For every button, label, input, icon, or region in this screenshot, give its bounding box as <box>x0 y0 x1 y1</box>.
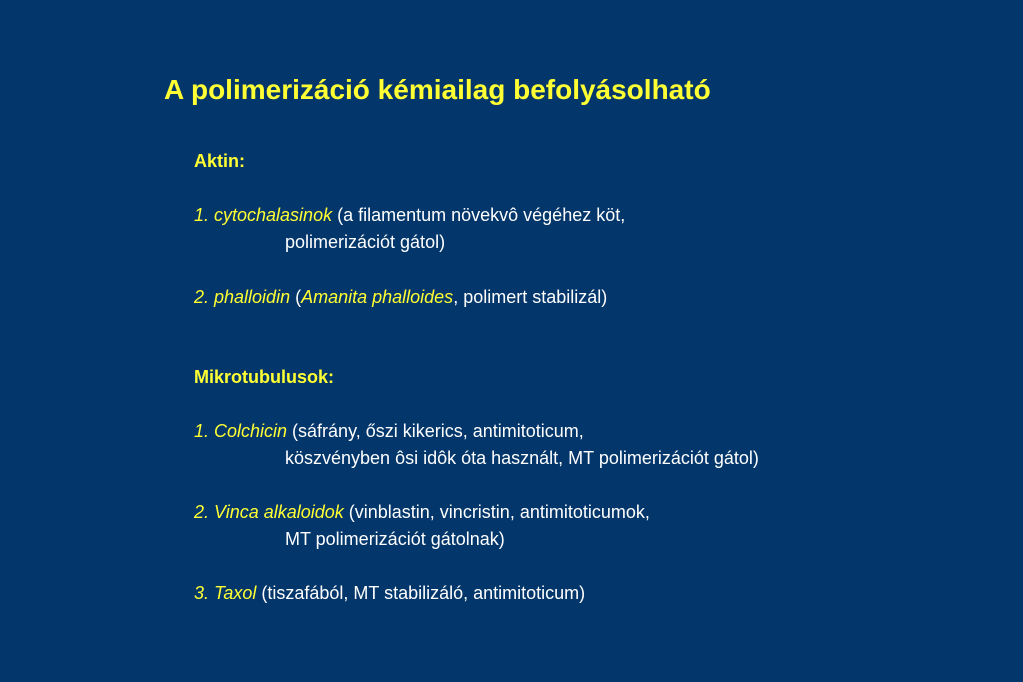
aktin-item-1 <box>194 204 625 226</box>
aktin-item-2-species: Amanita phalloides <box>301 287 454 307</box>
aktin-item-1-name: 1. cytochalasinok <box>194 205 333 225</box>
aktin-item-1-desc-continued: polimerizációt gátol) <box>285 232 446 252</box>
slide-title: A polimerizáció kémiailag befolyásolható <box>164 74 711 105</box>
mikrotubulusok-heading: Mikrotubulusok: <box>194 367 334 387</box>
aktin-item-2-desc: , polimert stabilizál) <box>453 287 608 307</box>
mt-item-2-name: 2. Vinca alkaloidok <box>194 502 344 522</box>
aktin-heading: Aktin: <box>194 151 245 171</box>
aktin-item-1-desc: (a filamentum növekvô végéhez köt, <box>332 205 626 225</box>
mt-item-3-name: 3. Taxol <box>194 583 257 603</box>
mt-item-1-name: 1. Colchicin <box>194 421 288 441</box>
mt-item-2-desc: (vinblastin, vincristin, antimitoticumok, <box>343 502 650 522</box>
mt-item-1-desc: (sáfrány, őszi kikerics, antimitoticum, <box>287 421 584 441</box>
aktin-item-2 <box>194 286 607 308</box>
aktin-item-2-open: ( <box>290 287 302 307</box>
mt-item-2-desc-continued: MT polimerizációt gátolnak) <box>285 529 505 549</box>
mt-item-1 <box>194 420 584 442</box>
aktin-item-2-name: 2. phalloidin <box>194 287 291 307</box>
mt-item-3-desc: (tiszafából, MT stabilizáló, antimitoticum) <box>256 583 586 603</box>
mt-item-1-desc-continued: köszvényben ôsi idôk óta használt, MT polimerizációt gátol) <box>285 448 759 468</box>
mt-item-3 <box>194 582 585 604</box>
mt-item-2 <box>194 501 650 523</box>
